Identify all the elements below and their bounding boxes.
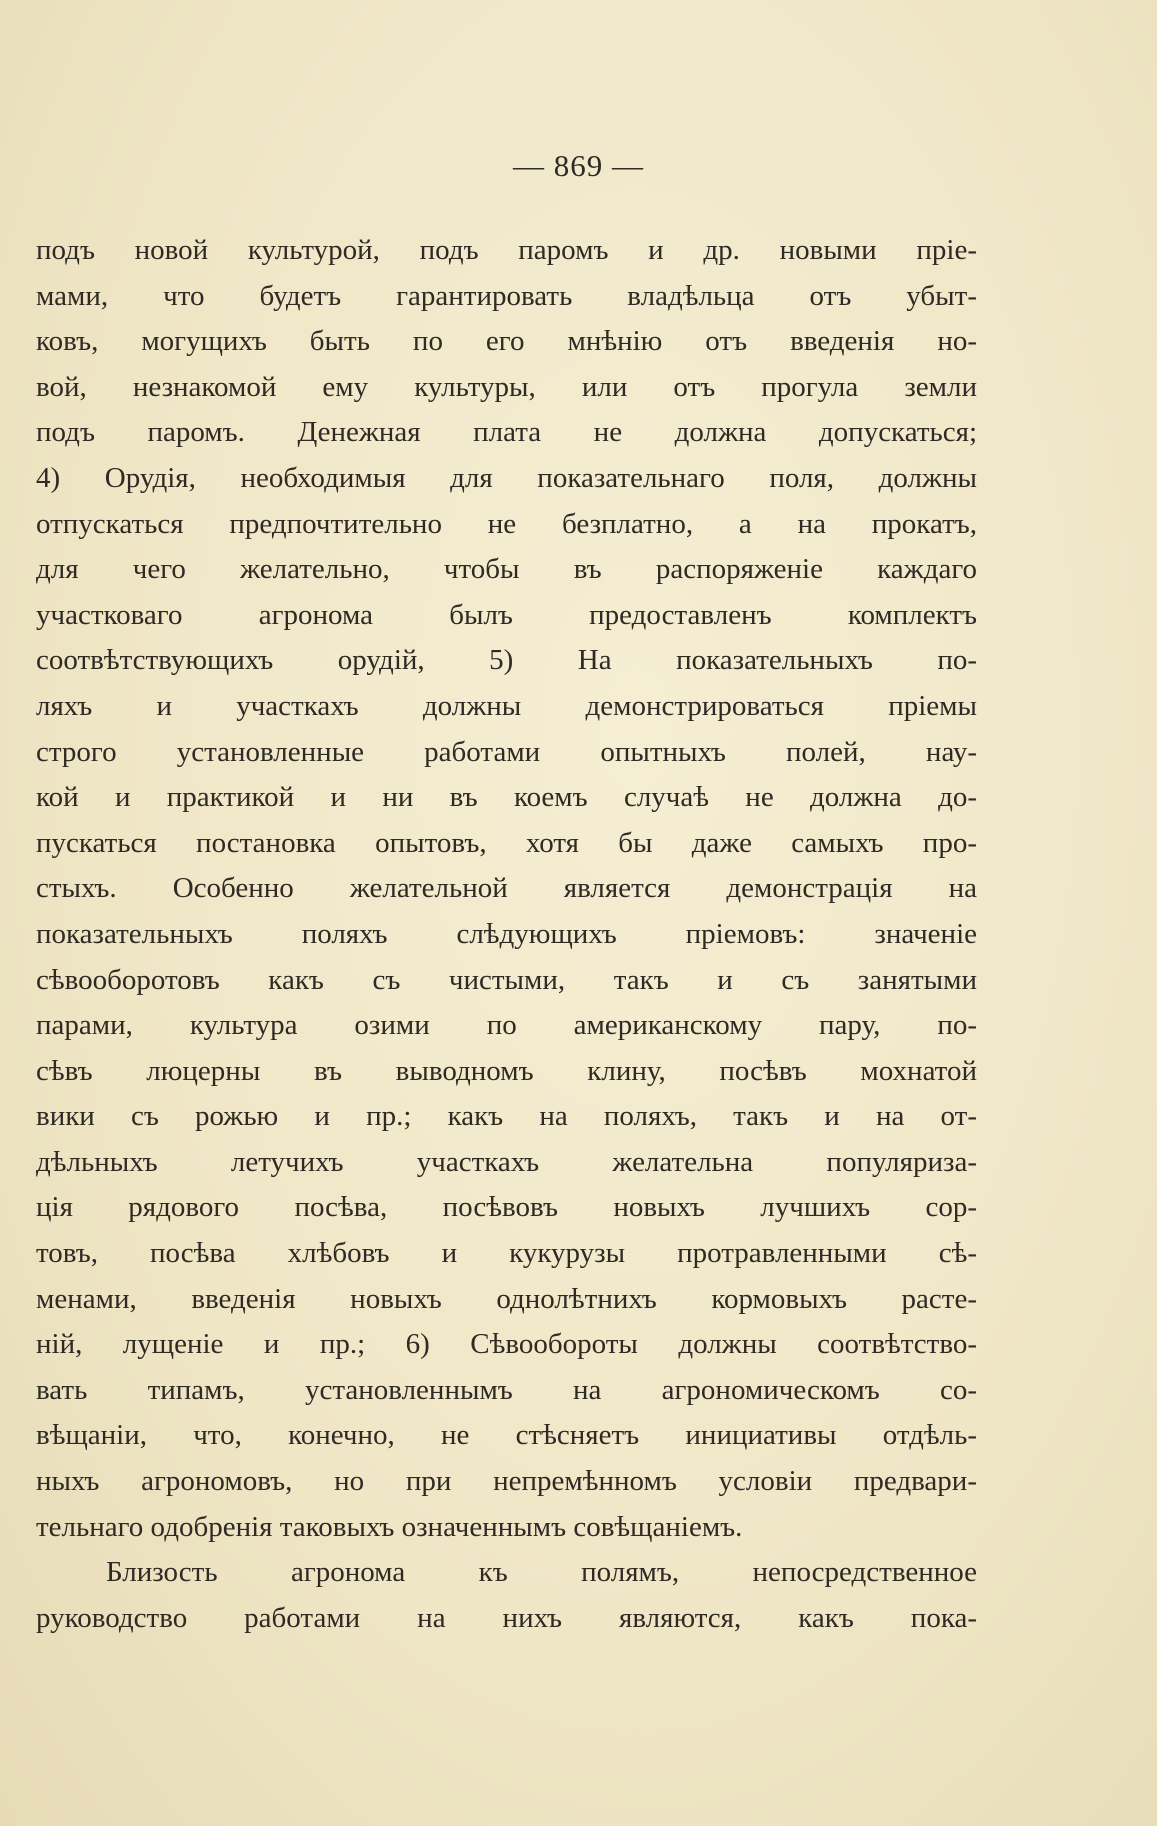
body-text — [36, 228, 977, 1641]
paragraph-2 — [36, 1550, 977, 1641]
text-line: менами, введенiя новыхъ однолѣтнихъ кормовыхъ расте- — [36, 1282, 977, 1315]
text-line: сѣвъ люцерны въ выводномъ клину, посѣвъ мохнатой — [36, 1054, 977, 1087]
text-line: пускаться постановка опытовъ, хотя бы даже самыхъ про- — [36, 826, 977, 859]
text-line: вой, незнакомой ему культуры, или отъ прогула земли — [36, 370, 977, 403]
text-line: руководство работами на нихъ являются, какъ пока- — [36, 1601, 977, 1634]
text-line: стыхъ. Особенно желательной является демонстрацiя на — [36, 872, 977, 905]
text-line: мами, что будетъ гарантировать владѣльца отъ убыт- — [36, 279, 977, 312]
text-line: вать типамъ, установленнымъ на агрономическомъ со- — [36, 1373, 977, 1406]
text-line: дѣльныхъ летучихъ участкахъ желательна популяриза- — [36, 1145, 977, 1178]
text-line: сѣвооборотовъ какъ съ чистыми, такъ и съ занятыми — [36, 963, 977, 996]
text-line: показательныхъ поляхъ слѣдующихъ прiемовъ: значенiе — [36, 917, 977, 950]
page-number: — 869 — — [513, 148, 644, 183]
text-line: подъ новой культурой, подъ паромъ и др. новыми прiе- — [36, 234, 977, 266]
text-line: отпускаться предпочтительно не безплатно, а на прокатъ, — [36, 507, 977, 540]
text-line: товъ, посѣва хлѣбовъ и кукурузы протравленными сѣ- — [36, 1237, 977, 1270]
text-line: кой и практикой и ни въ коемъ случаѣ не должна до- — [36, 781, 977, 814]
text-line: цiя рядового посѣва, посѣвовъ новыхъ лучшихъ сор- — [36, 1191, 977, 1224]
text-line: соотвѣтствующихъ орудiй, 5) На показательныхъ по- — [36, 644, 977, 677]
text-line: вики съ рожью и пр.; какъ на поляхъ, такъ и на от- — [36, 1100, 977, 1133]
text-line: вѣщанiи, что, конечно, не стѣсняетъ инициативы отдѣль- — [36, 1419, 977, 1452]
text-line: парами, культура озими по американскому пару, по- — [36, 1009, 977, 1042]
text-line: нiй, лущенiе и пр.; 6) Сѣвообороты должны соотвѣтство- — [36, 1328, 977, 1361]
paragraph-1 — [36, 228, 977, 1550]
text-line: подъ паромъ. Денежная плата не должна допускаться; — [36, 416, 977, 449]
text-line: ныхъ агрономовъ, но при непремѣнномъ условiи предвари- — [36, 1465, 977, 1498]
text-line: строго установленные работами опытныхъ полей, нау- — [36, 735, 977, 768]
text-line: 4) Орудiя, необходимыя для показательнаго поля, должны — [36, 461, 977, 494]
text-line: ковъ, могущихъ быть по его мнѣнiю отъ введенiя но- — [36, 325, 977, 358]
text-line: Близость агронома къ полямъ, непосредственное — [106, 1556, 977, 1589]
text-line: для чего желательно, чтобы въ распоряженiе каждаго — [36, 553, 977, 586]
text-line: участковаго агронома былъ предоставленъ комплектъ — [36, 598, 977, 631]
text-line: тельнаго одобренiя таковыхъ означеннымъ совѣщанiемъ. — [36, 1510, 743, 1543]
text-line: ляхъ и участкахъ должны демонстрироваться прiемы — [36, 689, 977, 722]
